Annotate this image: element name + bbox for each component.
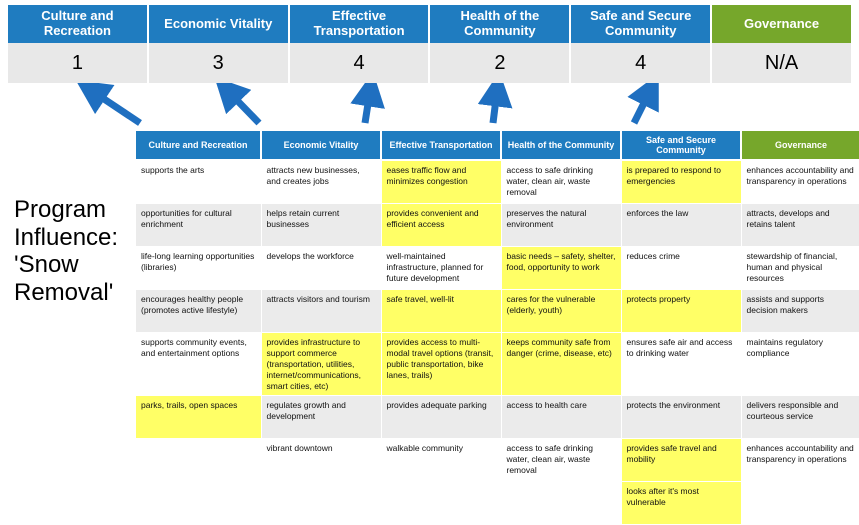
arrow-to-effective-transportation	[365, 91, 370, 123]
matrix-cell: access to safe drinking water, clean air, waste removal	[501, 439, 621, 482]
matrix-row	[136, 204, 859, 247]
arrow-to-safe-and-secure-community	[634, 91, 650, 123]
matrix-cell: supports the arts	[136, 160, 261, 204]
matrix-cell: maintains regulatory compliance	[741, 333, 859, 396]
matrix-cell: attracts new businesses, and creates jobs	[261, 160, 381, 204]
matrix-cell: provides access to multi-modal travel options (transit, public transportation, bike lanes, trails)	[381, 333, 501, 396]
matrix-cell: helps retain current businesses	[261, 204, 381, 247]
matrix-cell: life-long learning opportunities (libraries)	[136, 247, 261, 290]
matrix-cell: access to safe drinking water, clean air, waste removal	[501, 160, 621, 204]
program-influence-caption: Program Influence: 'Snow Removal'	[14, 196, 119, 306]
matrix-cell: stewardship of financial, human and physical resources	[741, 247, 859, 290]
matrix-row	[136, 290, 859, 333]
summary-header-effective-transportation: Effective Transportation	[290, 5, 431, 43]
matrix-cell: keeps community safe from danger (crime, disease, etc)	[501, 333, 621, 396]
matrix-cell	[741, 482, 859, 525]
matrix-cell: attracts visitors and tourism	[261, 290, 381, 333]
matrix-cell: reduces crime	[621, 247, 741, 290]
summary-score-governance: N/A	[764, 51, 799, 74]
matrix-cell: walkable community	[381, 439, 501, 482]
arrow-to-culture-and-recreation	[92, 91, 140, 123]
matrix-cell	[136, 482, 261, 525]
matrix-cell: protects property	[621, 290, 741, 333]
matrix-cell: opportunities for cultural enrichment	[136, 204, 261, 247]
summary-score-safe-and-secure-community: 4	[571, 43, 712, 83]
matrix-cell	[261, 482, 381, 525]
matrix-row	[136, 333, 859, 396]
matrix-header-culture-and-recreation: Culture and Recreation	[136, 131, 261, 160]
matrix-cell: ensures safe air and access to drinking water	[621, 333, 741, 396]
matrix-cell: parks, trails, open spaces	[136, 396, 261, 439]
matrix-cell: enforces the law	[621, 204, 741, 247]
matrix-cell: delivers responsible and courteous service	[741, 396, 859, 439]
matrix-header-governance: Governance	[741, 131, 859, 160]
matrix-cell: eases traffic flow and minimizes congestion	[381, 160, 501, 204]
matrix-cell: protects the environment	[621, 396, 741, 439]
matrix-cell: regulates growth and development	[261, 396, 381, 439]
arrow-to-economic-vitality	[228, 91, 259, 123]
summary-score-row	[8, 43, 851, 83]
matrix-header-row	[136, 131, 859, 160]
summary-header-health-of-the-community: Health of the Community	[430, 5, 571, 43]
matrix-cell: enhances accountability and transparency in operations	[741, 439, 859, 482]
matrix-cell: provides convenient and efficient access	[381, 204, 501, 247]
matrix-cell: looks after it's most vulnerable	[621, 482, 741, 525]
matrix-cell: access to health care	[501, 396, 621, 439]
matrix-cell: provides safe travel and mobility	[621, 439, 741, 482]
matrix-header-safe-and-secure-community: Safe and Secure Community	[621, 131, 741, 160]
summary-header-safe-and-secure-community: Safe and Secure Community	[571, 5, 712, 43]
matrix-cell: provides adequate parking	[381, 396, 501, 439]
matrix-header-health-of-the-community: Health of the Community	[501, 131, 621, 160]
summary-score-health-of-the-community: 2	[430, 43, 571, 83]
summary-header-row	[8, 5, 851, 43]
matrix-cell: assists and supports decision makers	[741, 290, 859, 333]
matrix-cell: attracts, develops and retains talent	[741, 204, 859, 247]
matrix-cell: basic needs – safety, shelter, food, opportunity to work	[501, 247, 621, 290]
matrix-cell	[136, 439, 261, 482]
matrix-cell: well-maintained infrastructure, planned for future development	[381, 247, 501, 290]
summary-header-culture-and-recreation: Culture and Recreation	[8, 5, 149, 43]
matrix-cell: vibrant downtown	[261, 439, 381, 482]
matrix-cell: is prepared to respond to emergencies	[621, 160, 741, 204]
matrix-row	[136, 247, 859, 290]
matrix-row	[136, 160, 859, 204]
matrix-cell	[501, 482, 621, 525]
matrix-cell: enhances accountability and transparency in operations	[741, 160, 859, 204]
strategic-priorities-matrix	[136, 131, 859, 525]
summary-header-governance: Governance	[712, 5, 851, 43]
matrix-cell: preserves the natural environment	[501, 204, 621, 247]
arrow-group	[0, 83, 859, 135]
summary-score-economic-vitality: 3	[149, 43, 290, 83]
matrix-body	[136, 160, 859, 525]
matrix-row	[136, 396, 859, 439]
summary-score-culture-and-recreation: 1	[8, 43, 149, 83]
arrow-to-health-of-the-community	[493, 91, 497, 123]
matrix-cell: supports community events, and entertainment options	[136, 333, 261, 396]
matrix-cell	[381, 482, 501, 525]
matrix-row	[136, 439, 859, 482]
summary-score-effective-transportation: 4	[290, 43, 431, 83]
matrix-cell: provides infrastructure to support commerce (transportation, utilities, internet/communications, smart cities, etc)	[261, 333, 381, 396]
matrix-header-effective-transportation: Effective Transportation	[381, 131, 501, 160]
matrix-cell: develops the workforce	[261, 247, 381, 290]
matrix-cell: safe travel, well-lit	[381, 290, 501, 333]
matrix-cell: encourages healthy people (promotes active lifestyle)	[136, 290, 261, 333]
summary-header-economic-vitality: Economic Vitality	[149, 5, 290, 43]
matrix-header-economic-vitality: Economic Vitality	[261, 131, 381, 160]
strategic-priorities-summary	[8, 5, 851, 83]
matrix-cell: cares for the vulnerable (elderly, youth)	[501, 290, 621, 333]
matrix-row	[136, 482, 859, 525]
